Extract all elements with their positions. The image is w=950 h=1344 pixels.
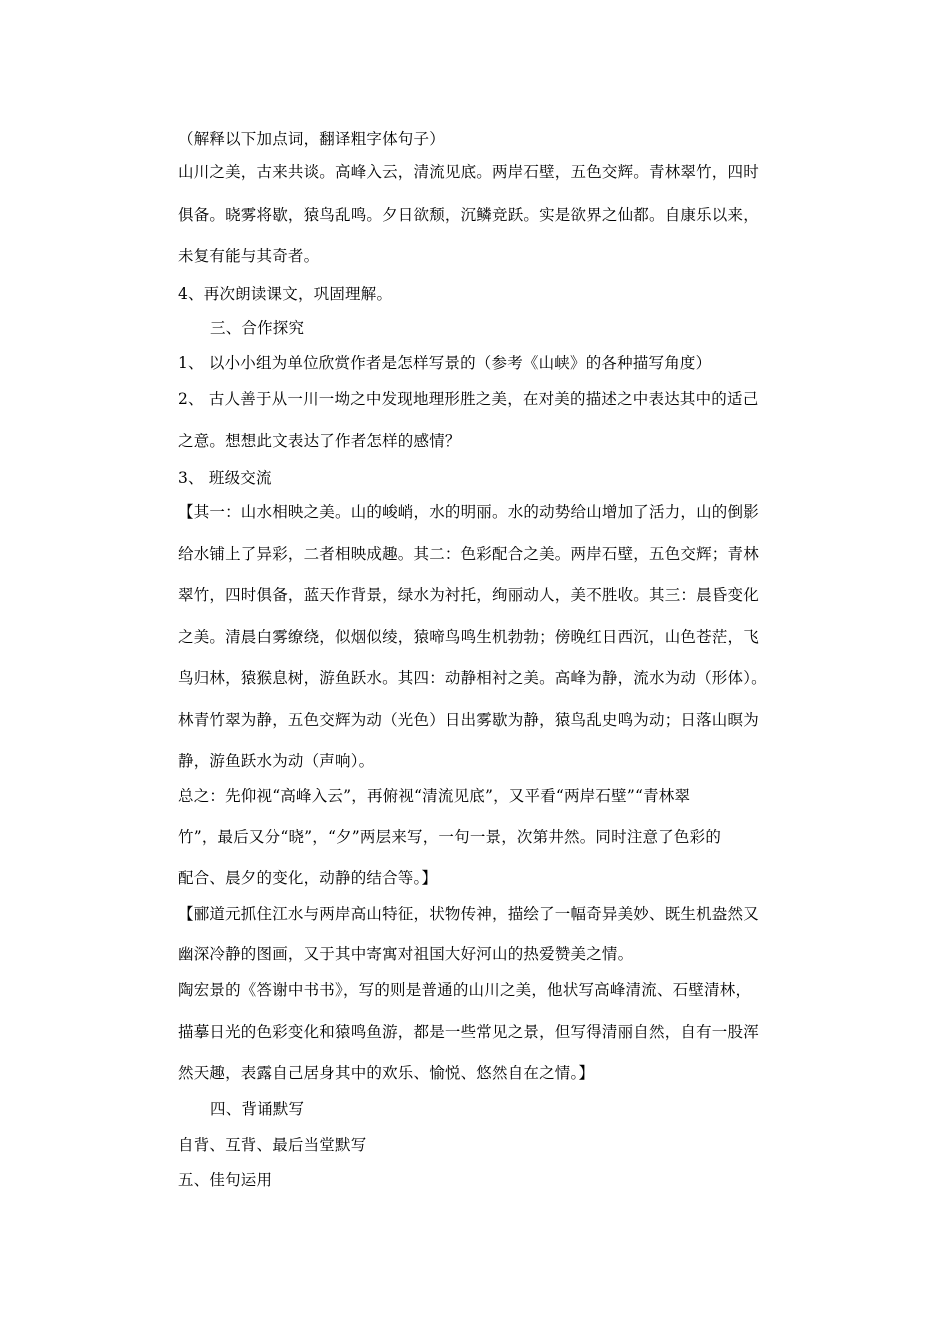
- comparison-line-4: 描摹日光的色彩变化和猿鸣鱼游，都是一些常见之景，但写得清丽自然，自有一股浑: [178, 1023, 759, 1041]
- inquiry-item-2-line-1: 2、 古人善于从一川一坳之中发现地理形胜之美，在对美的描述之中表达其中的适己: [178, 390, 759, 408]
- recite-instructions: 自背、互背、最后当堂默写: [178, 1136, 367, 1154]
- analysis-line-2: 给水铺上了异彩，二者相映成趣。其二：色彩配合之美。两岸石壁，五色交辉；青林: [178, 545, 759, 563]
- analysis-line-1: 【其一：山水相映之美。山的峻峭，水的明丽。水的动势给山增加了活力，山的倒影: [178, 503, 759, 521]
- step-4-reread: 4、再次朗读课文，巩固理解。: [178, 285, 393, 303]
- classical-text-line-2: 俱备。晓雾将歇，猿鸟乱鸣。夕日欲颓，沉鳞竞跃。实是欲界之仙都。自康乐以来，: [178, 206, 759, 224]
- inquiry-item-1: 1、 以小小组为单位欣赏作者是怎样写景的（参考《山峡》的各种描写角度）: [178, 354, 712, 372]
- section-heading-cooperative-inquiry: 三、合作探究: [210, 319, 305, 337]
- comparison-line-2: 幽深冷静的图画，又于其中寄寓对祖国大好河山的热爱赞美之情。: [178, 945, 634, 963]
- analysis-line-7: 静，游鱼跃水为动（声响）。: [178, 752, 375, 770]
- analysis-line-5: 鸟归林，猿猴息树，游鱼跃水。其四：动静相衬之美。高峰为静，流水为动（形体）。: [178, 669, 767, 687]
- comparison-line-3: 陶宏景的《答谢中书书》，写的则是普通的山川之美，他状写高峰清流、石壁清林，: [178, 981, 752, 999]
- analysis-line-3: 翠竹，四时俱备，蓝天作背景，绿水为衬托，绚丽动人，美不胜收。其三：晨昏变化: [178, 586, 759, 604]
- section-heading-recite-dictate: 四、背诵默写: [210, 1100, 305, 1118]
- comparison-line-5: 然天趣，表露自己居身其中的欢乐、愉悦、悠然自在之情。】: [178, 1064, 595, 1082]
- classical-text-line-3: 未复有能与其奇者。: [178, 247, 320, 265]
- inquiry-item-2-line-2: 之意。想想此文表达了作者怎样的感情？: [178, 432, 461, 450]
- summary-line-3: 配合、晨夕的变化，动静的结合等。】: [178, 869, 438, 887]
- section-heading-sentence-use: 五、佳句运用: [178, 1171, 273, 1189]
- comparison-line-1: 【郦道元抓住江水与两岸高山特征，状物传神，描绘了一幅奇异美妙、既生机盎然又: [178, 905, 759, 923]
- summary-line-1: 总之：先仰视“高峰入云”，再俯视“清流见底”，又平看“两岸石壁”“青林翠: [178, 787, 691, 805]
- summary-line-2: 竹”，最后又分“晓”，“夕”两层来写，一句一景，次第井然。同时注意了色彩的: [178, 828, 722, 846]
- analysis-line-6: 林青竹翠为静，五色交辉为动（光色）日出雾歇为静，猿鸟乱史鸣为动；日落山暝为: [178, 711, 759, 729]
- analysis-line-4: 之美。清晨白雾缭绕，似烟似绫，猿啼鸟鸣生机勃勃；傍晚红日西沉，山色苍茫，飞: [178, 628, 759, 646]
- inquiry-item-3: 3、 班级交流: [178, 469, 272, 487]
- instruction-note: （解释以下加点词，翻译粗字体句子）: [178, 130, 445, 148]
- classical-text-line-1: 山川之美，古来共谈。高峰入云，清流见底。两岸石壁，五色交辉。青林翠竹，四时: [178, 163, 759, 181]
